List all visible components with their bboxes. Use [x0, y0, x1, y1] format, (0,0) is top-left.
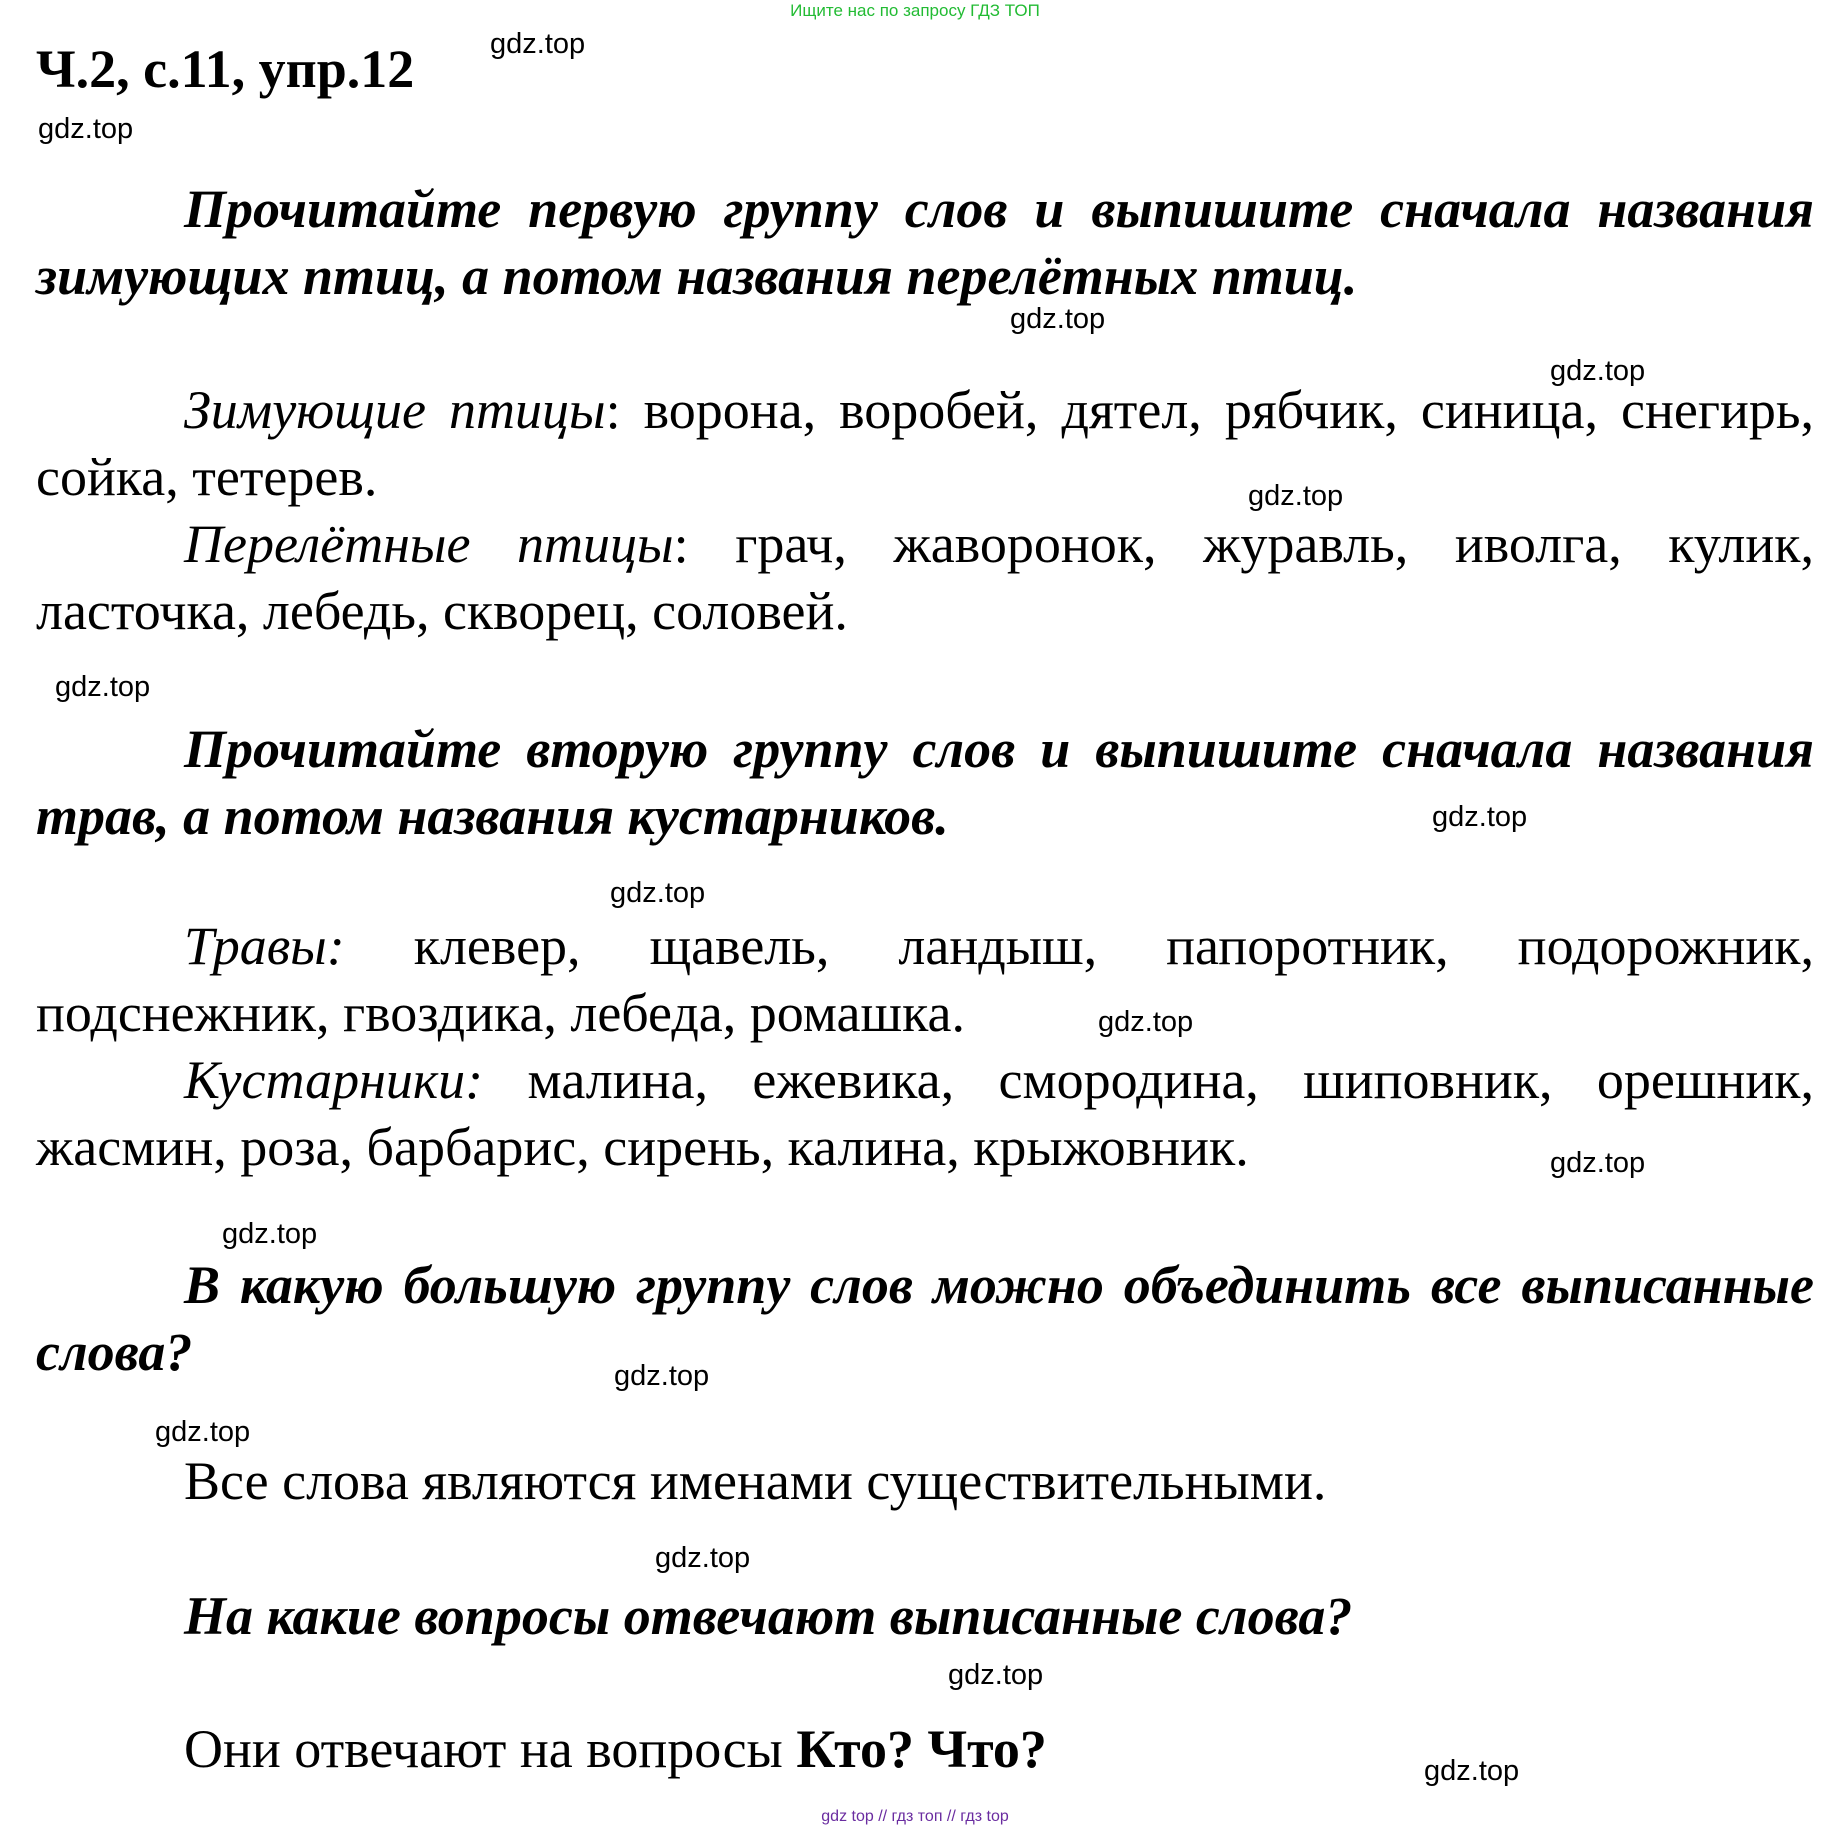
- watermark: gdz.top: [1010, 303, 1106, 335]
- watermark: gdz.top: [222, 1218, 318, 1250]
- migratory-birds-paragraph: [36, 511, 1814, 645]
- shrubs-label: Кустарники:: [184, 1050, 484, 1110]
- watermark: gdz.top: [614, 1360, 710, 1392]
- grasses-paragraph: [36, 913, 1814, 1047]
- page-title: Ч.2, с.11, упр.12: [36, 39, 415, 99]
- answer-3: Все слова являются именами существительными.: [184, 1451, 1327, 1511]
- task-1-text: Прочитайте первую группу слов и выпишите сначала названия зимующих птиц, а потом названия перелётных птиц.: [36, 179, 1814, 306]
- watermark: gdz.top: [1248, 480, 1344, 512]
- footer-watermark: gdz top // гдз топ // гдз top: [821, 1808, 1009, 1825]
- migratory-birds-label: Перелётные птицы: [184, 514, 674, 574]
- winter-birds-label: Зимующие птицы: [184, 380, 606, 440]
- watermark: gdz.top: [655, 1542, 751, 1574]
- grasses-label: Травы:: [184, 916, 345, 976]
- shrubs-list: малина, ежевика, смородина, шиповник, орешник, жасмин, роза, барбарис, сирень, калина, крыжовник.: [36, 1050, 1814, 1177]
- task-3-text: В какую большую группу слов можно объединить все выписанные слова?: [36, 1255, 1814, 1382]
- winter-birds-paragraph: [36, 377, 1814, 511]
- watermark: gdz.top: [1424, 1755, 1520, 1787]
- watermark: gdz.top: [1550, 355, 1646, 387]
- header-link[interactable]: Ищите нас по запросу ГДЗ ТОП: [790, 1, 1040, 20]
- watermark: gdz.top: [948, 1659, 1044, 1691]
- watermark: gdz.top: [55, 671, 151, 703]
- winter-birds-list: : ворона, воробей, дятел, рябчик, синица, снегирь, сойка, тетерев.: [36, 380, 1814, 507]
- answer-4-questions: Кто? Что?: [796, 1719, 1047, 1779]
- migratory-birds-list: : грач, жаворонок, журавль, иволга, кулик, ласточка, лебедь, скворец, соловей.: [36, 514, 1814, 641]
- watermark: gdz.top: [610, 877, 706, 909]
- grasses-list: клевер, щавель, ландыш, папоротник, подорожник, подснежник, гвоздика, лебеда, ромашка.: [36, 916, 1814, 1043]
- watermark: gdz.top: [1550, 1147, 1646, 1179]
- task-2: [36, 716, 1814, 850]
- shrubs-paragraph: [36, 1047, 1814, 1181]
- watermark: gdz.top: [155, 1416, 251, 1448]
- task-1: [36, 176, 1814, 310]
- task-4: На какие вопросы отвечают выписанные слова?: [184, 1586, 1353, 1646]
- watermark: gdz.top: [1098, 1006, 1194, 1038]
- task-2-text: Прочитайте вторую группу слов и выпишите сначала названия трав, а потом названия кустарников.: [36, 719, 1814, 846]
- answer-4: [184, 1718, 1047, 1780]
- watermark: gdz.top: [1432, 801, 1528, 833]
- watermark: gdz.top: [490, 28, 586, 60]
- answer-4-text: Они отвечают на вопросы: [184, 1719, 797, 1779]
- task-3: [36, 1252, 1814, 1386]
- watermark: gdz.top: [38, 113, 134, 145]
